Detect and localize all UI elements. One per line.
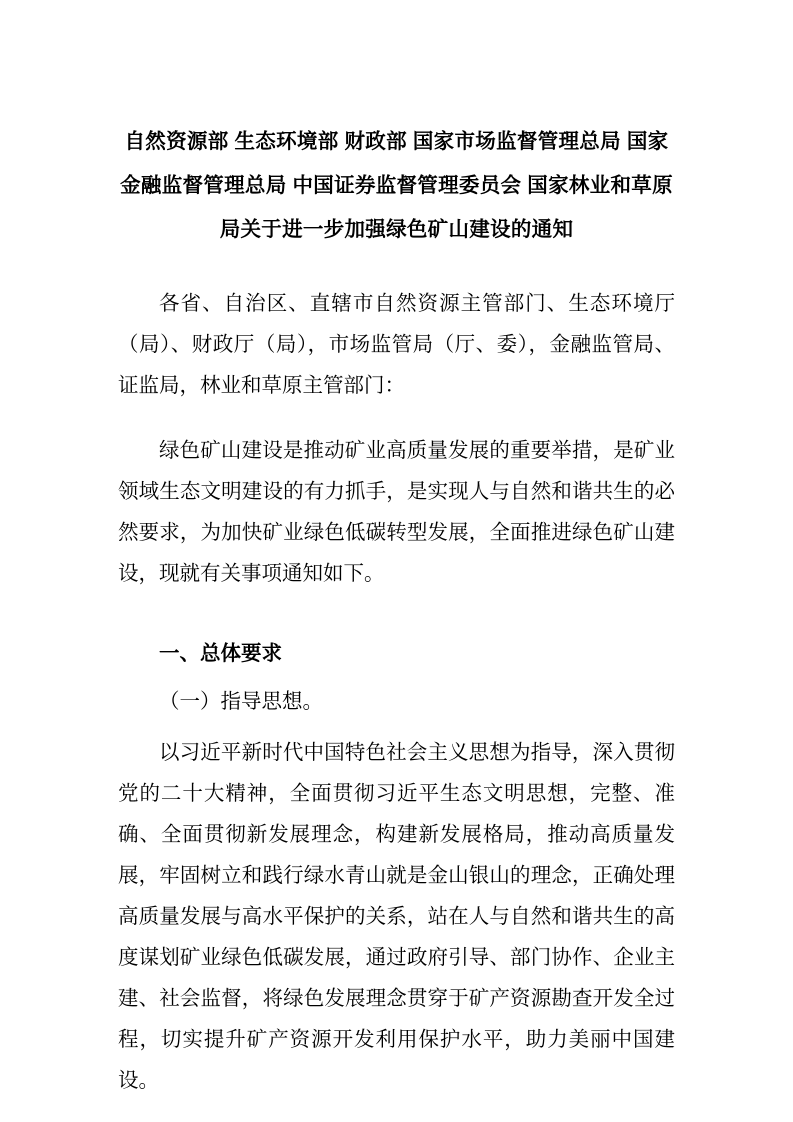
section-heading-overall-requirements: 一、总体要求 (159, 642, 282, 665)
document-title: 自然资源部 生态环境部 财政部 国家市场监督管理总局 国家金融监督管理总局 中国证券监督管理委员会 国家林业和草原局关于进一步加强绿色矿山建设的通知 (120, 130, 673, 241)
title-body-spacer (118, 270, 675, 284)
subsection-body-guiding-ideology: 以习近平新时代中国特色社会主义思想为指导，深入贯彻党的二十大精神，全面贯彻习近平生态文明思想，完整、准确、全面贯彻新发展理念，构建新发展格局，推动高质量发展，牢固树立和践行绿水青山就是金山银山的理念，正确处理高质量发展与高水平保护的关系，站在人与自然和谐共生的高度谋划矿业绿色低碳发展，通过政府引导、部门协作、企业主建、社会监督，将绿色发展理念贯穿于矿产资源勘查开发全过程，切实提升矿产资源开发利用保护水平，助力美丽中国建设。 (118, 742, 675, 1092)
preamble-paragraph: 绿色矿山建设是推动矿业高质量发展的重要举措，是矿业领域生态文明建设的有力抓手，是实现人与自然和谐共生的必然要求，为加快矿业绿色低碳转型发展，全面推进绿色矿山建设，现就有关事项通知如下。 (118, 440, 675, 585)
preamble-heading-spacer (118, 605, 675, 619)
recipients-preamble-spacer (118, 417, 675, 431)
recipients-paragraph: 各省、自治区、直辖市自然资源主管部门、生态环境厅（局）、财政厅（局），市场监管局（厅、委），金融监管局、证监局，林业和草原主管部门： (118, 293, 675, 397)
subsection-heading-guiding-ideology: （一）指导思想。 (159, 691, 323, 713)
